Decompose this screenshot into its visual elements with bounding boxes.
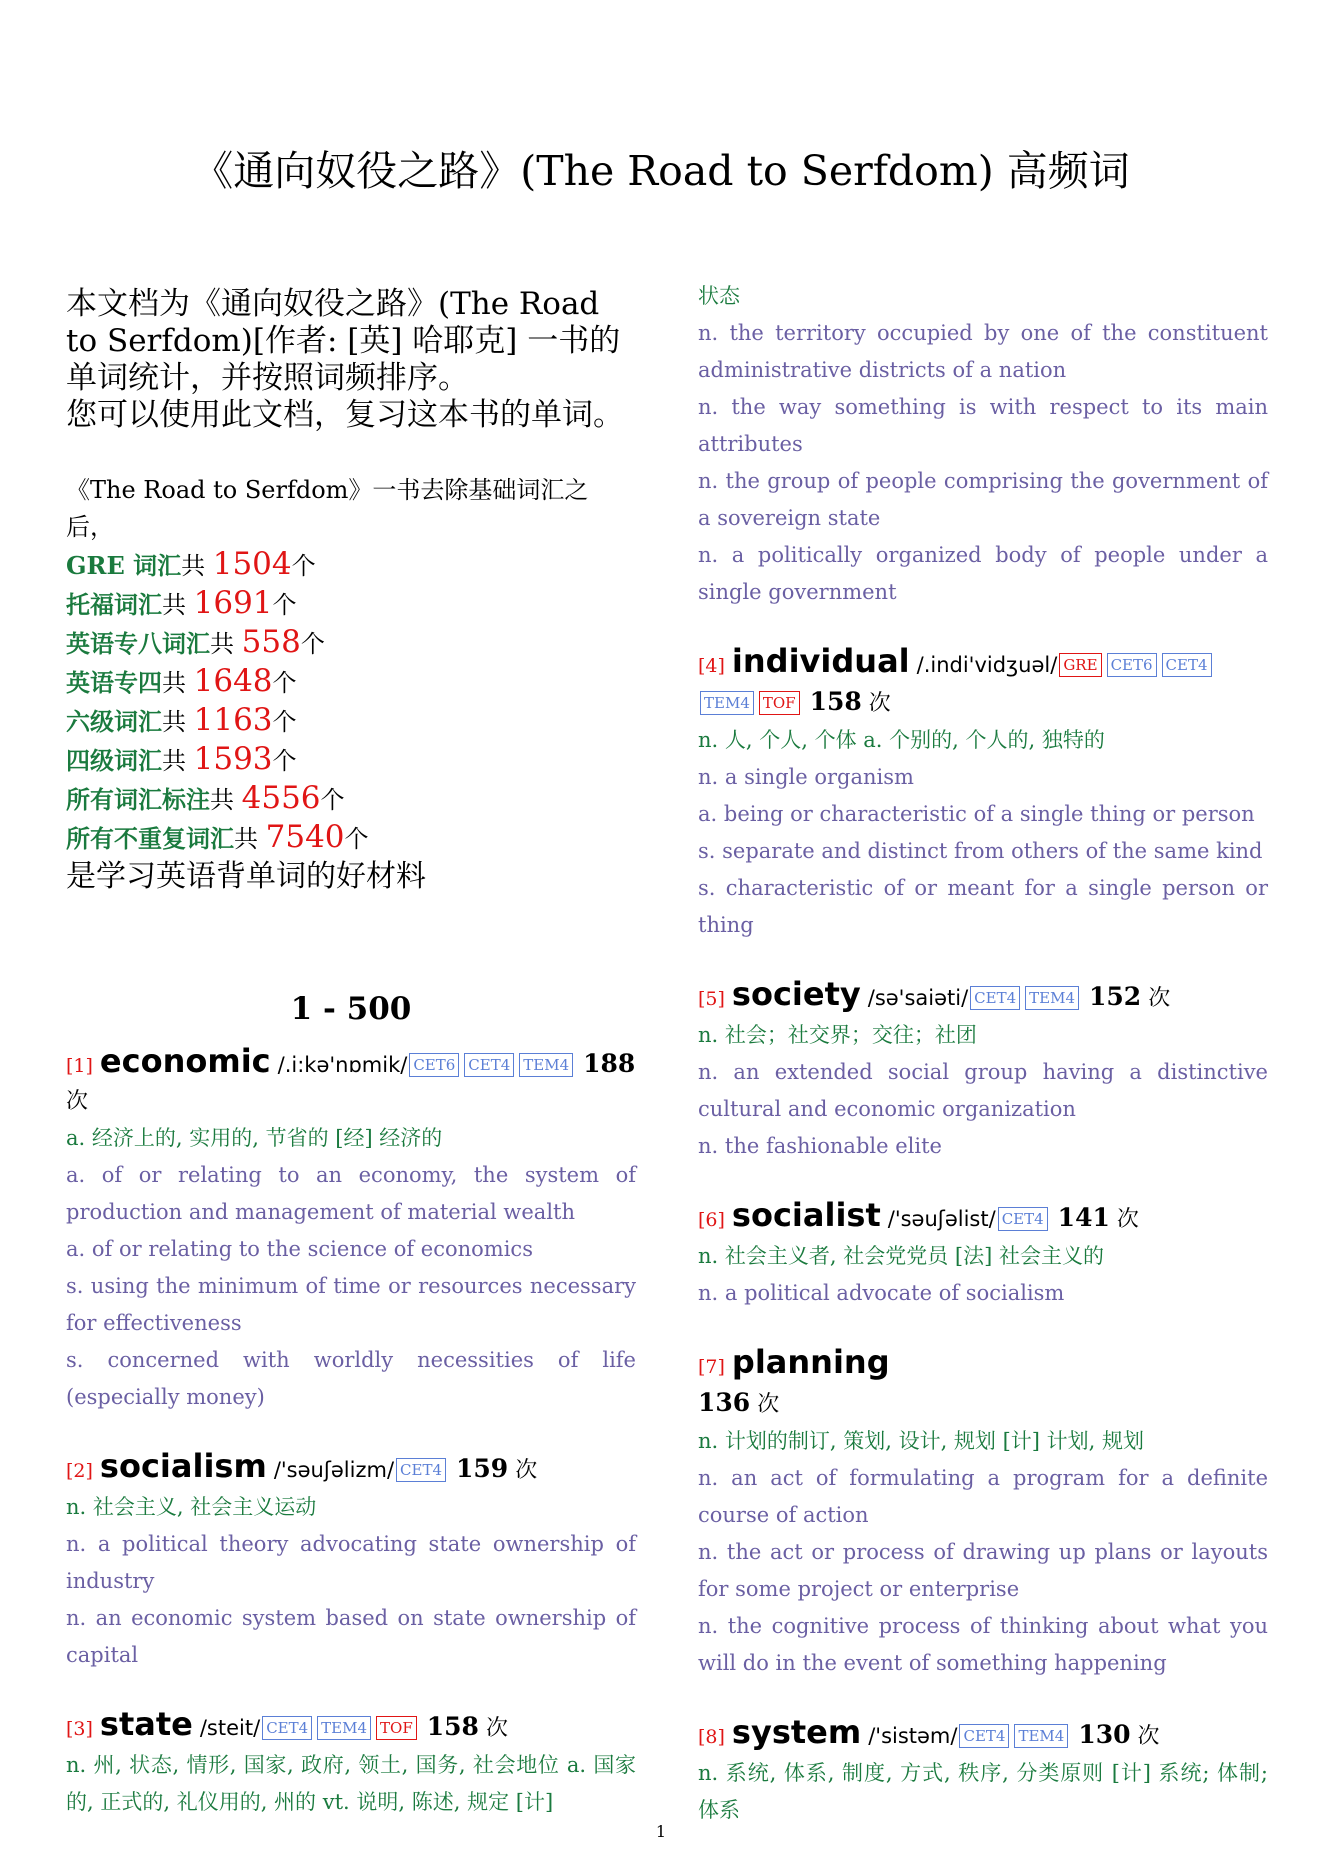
page-number: 1 — [655, 1822, 667, 1841]
entry-head — [698, 643, 1268, 722]
stat-mid: 共 — [162, 747, 194, 775]
word-entry — [698, 1344, 1268, 1682]
definition-en: s. characteristic of or meant for a single person or thing — [698, 876, 1268, 937]
stat-line — [66, 546, 636, 585]
stat-label: 四级词汇 — [66, 746, 162, 775]
entry-index: [1] — [66, 1055, 93, 1077]
definition-zh: a. 经济上的, 实用的, 节省的 [经] 经济的 — [66, 1126, 443, 1150]
headword: planning — [731, 1343, 890, 1381]
word-entry — [66, 1043, 636, 1416]
level-tag: TEM4 — [700, 691, 754, 715]
stat-unit: 个 — [272, 669, 297, 697]
definition-en: n. a single organism — [698, 765, 914, 789]
stat-label: 英语专四 — [66, 668, 162, 697]
headword: state — [99, 1705, 193, 1743]
stat-count: 558 — [241, 624, 301, 660]
entry-head — [698, 1197, 1268, 1238]
definition-en: n. the territory occupied by one of the constituent administrative districts of a nation — [698, 321, 1268, 382]
stats-heading: 《The Road to Serfdom》一书去除基础词汇之后， — [66, 476, 589, 541]
definition-zh: n. 社会主义者, 社会党党员 [法] 社会主义的 — [698, 1244, 1104, 1268]
frequency-unit: 次 — [757, 1392, 780, 1417]
left-column — [66, 286, 636, 1853]
level-tag: CET6 — [409, 1053, 459, 1077]
stat-count: 1691 — [193, 585, 273, 621]
stats-block — [66, 472, 636, 895]
stat-unit: 个 — [320, 786, 345, 814]
entries-left — [66, 1043, 636, 1821]
definition-en: s. separate and distinct from others of the same kind — [698, 839, 1263, 863]
phonetic: /.indi'vidʒuəl/ — [916, 653, 1058, 677]
page-title: 《通向奴役之路》(The Road to Serfdom) 高频词 — [192, 147, 1130, 195]
phonetic: /'səuʃəlizm/ — [273, 1458, 395, 1482]
stats-list — [66, 546, 636, 858]
stat-label: 托福词汇 — [66, 590, 162, 619]
stat-label: 六级词汇 — [66, 707, 162, 736]
entry-index: [3] — [66, 1718, 93, 1740]
stat-label: 所有不重复词汇 — [66, 824, 234, 853]
stat-count: 1648 — [193, 663, 273, 699]
level-tag: GRE — [1059, 653, 1101, 677]
headword: socialism — [99, 1447, 267, 1485]
frequency-unit: 次 — [515, 1458, 538, 1483]
level-tag: CET4 — [1162, 653, 1212, 677]
stat-label: GRE 词汇 — [66, 551, 182, 580]
entry-head — [698, 1714, 1268, 1755]
frequency-count: 130 — [1078, 1720, 1131, 1749]
stat-line — [66, 741, 636, 780]
stat-mid: 共 — [234, 825, 266, 853]
stat-count: 1504 — [212, 546, 292, 582]
definition-en: n. an act of formulating a program for a definite course of action — [698, 1466, 1268, 1527]
stat-unit: 个 — [272, 747, 297, 775]
entry-head — [698, 1344, 1268, 1423]
level-tag: TOF — [376, 1716, 417, 1740]
intro — [66, 286, 636, 434]
stat-count: 1593 — [193, 741, 273, 777]
word-entry — [698, 643, 1268, 944]
frequency-count: 188 — [583, 1049, 636, 1078]
level-tag: TOF — [759, 691, 800, 715]
entry-index: [7] — [698, 1356, 725, 1378]
entry-index: [6] — [698, 1209, 725, 1231]
phonetic: /sə'saiəti/ — [867, 986, 969, 1010]
headword: economic — [99, 1042, 271, 1080]
stat-line — [66, 663, 636, 702]
entry-index: [2] — [66, 1460, 93, 1482]
definition-en: n. the fashionable elite — [698, 1134, 942, 1158]
headword: socialist — [731, 1196, 881, 1234]
word-entry — [66, 1706, 636, 1821]
level-tag: CET4 — [262, 1716, 312, 1740]
definition-en: n. the cognitive process of thinking about what you will do in the event of something happening — [698, 1614, 1268, 1675]
frequency-unit: 次 — [1137, 1724, 1160, 1749]
definition-zh: n. 社会；社交界；交往；社团 — [698, 1023, 977, 1047]
stat-unit: 个 — [272, 591, 297, 619]
frequency-unit: 次 — [66, 1089, 89, 1114]
definition-zh: n. 人, 个人, 个体 a. 个别的, 个人的, 独特的 — [698, 728, 1105, 752]
stat-count: 4556 — [241, 780, 321, 816]
entry-head — [66, 1706, 636, 1747]
definition-en: n. a political theory advocating state ownership of industry — [66, 1532, 636, 1593]
stat-mid: 共 — [162, 708, 194, 736]
word-entry — [66, 1448, 636, 1674]
entry-continuation — [698, 278, 1268, 611]
level-tag: TEM4 — [1025, 986, 1079, 1010]
entry-head — [66, 1448, 636, 1489]
headword: society — [731, 975, 861, 1013]
level-tag: CET4 — [396, 1458, 446, 1482]
frequency-count: 152 — [1089, 982, 1142, 1011]
definition-en: a. being or characteristic of a single thing or person — [698, 802, 1255, 826]
frequency-unit: 次 — [1116, 1207, 1139, 1232]
phonetic: /'səuʃəlist/ — [887, 1207, 996, 1231]
level-tag: CET4 — [959, 1724, 1009, 1748]
stat-line — [66, 702, 636, 741]
stat-line — [66, 585, 636, 624]
word-entry — [698, 1197, 1268, 1312]
definition-en: s. using the minimum of time or resources necessary for effectiveness — [66, 1274, 636, 1335]
level-tag: TEM4 — [317, 1716, 371, 1740]
definition-en: n. the way something is with respect to its main attributes — [698, 395, 1268, 456]
frequency-unit: 次 — [1148, 986, 1171, 1011]
stat-line — [66, 624, 636, 663]
definition-en: n. the act or process of drawing up plans or layouts for some project or enterprise — [698, 1540, 1268, 1601]
definition-zh: 状态 — [698, 284, 740, 308]
phonetic: /.i:kə'nɒmik/ — [277, 1053, 408, 1077]
frequency-unit: 次 — [868, 691, 891, 716]
definition-en: n. an economic system based on state ownership of capital — [66, 1606, 636, 1667]
stat-line — [66, 780, 636, 819]
entries-right — [698, 278, 1268, 1829]
definition-zh: n. 社会主义, 社会主义运动 — [66, 1495, 317, 1519]
intro-paragraph: 本文档为《通向奴役之路》(The Road to Serfdom)[作者: [英] 哈耶克] 一书的单词统计，并按照词频排序。 — [66, 286, 621, 396]
stat-mid: 共 — [162, 669, 194, 697]
stat-unit: 个 — [291, 552, 316, 580]
stat-label: 所有词汇标注 — [66, 785, 210, 814]
definition-zh: n. 州, 状态, 情形, 国家, 政府, 领土, 国务, 社会地位 a. 国家的, 正式的, 礼仪用的, 州的 vt. 说明, 陈述, 规定 [计] — [66, 1753, 636, 1814]
headword: individual — [731, 642, 910, 680]
definition-en: s. concerned with worldly necessities of life (especially money) — [66, 1348, 636, 1409]
frequency-count: 136 — [698, 1388, 751, 1417]
level-tag: CET6 — [1107, 653, 1157, 677]
level-tag: TEM4 — [1014, 1724, 1068, 1748]
stat-label: 英语专八词汇 — [66, 629, 210, 658]
stat-unit: 个 — [272, 708, 297, 736]
definition-zh: n. 计划的制订, 策划, 设计, 规划 [计] 计划, 规划 — [698, 1429, 1145, 1453]
level-tag: TEM4 — [519, 1053, 573, 1077]
definition-en: a. of or relating to an economy, the system of production and management of material wealth — [66, 1163, 636, 1224]
entry-head — [66, 1043, 636, 1120]
stat-count: 1163 — [193, 702, 273, 738]
frequency-unit: 次 — [485, 1716, 508, 1741]
definition-en: n. an extended social group having a distinctive cultural and economic organization — [698, 1060, 1268, 1121]
entry-index: [4] — [698, 655, 725, 677]
stat-unit: 个 — [300, 630, 325, 658]
stat-line — [66, 819, 636, 858]
stat-mid: 共 — [162, 591, 194, 619]
stats-footer: 是学习英语背单词的好材料 — [66, 859, 426, 894]
level-tag: CET4 — [998, 1207, 1048, 1231]
level-tag: CET4 — [464, 1053, 514, 1077]
word-entry — [698, 1714, 1268, 1829]
frequency-count: 141 — [1057, 1203, 1110, 1232]
frequency-count: 158 — [426, 1712, 479, 1741]
headword: system — [731, 1713, 862, 1751]
frequency-count: 158 — [809, 687, 862, 716]
entry-index: [5] — [698, 988, 725, 1010]
right-column — [698, 286, 1268, 1861]
definition-en: a. of or relating to the science of economics — [66, 1237, 533, 1261]
definition-en: n. the group of people comprising the government of a sovereign state — [698, 469, 1268, 530]
word-entry — [698, 976, 1268, 1165]
stat-count: 7540 — [265, 819, 345, 855]
section-title: 1 - 500 — [290, 991, 412, 1027]
phonetic: /'sistəm/ — [868, 1724, 958, 1748]
entry-index: [8] — [698, 1726, 725, 1748]
stat-mid: 共 — [210, 786, 242, 814]
entry-head — [698, 976, 1268, 1017]
level-tag: CET4 — [970, 986, 1020, 1010]
frequency-count: 159 — [456, 1454, 509, 1483]
intro-paragraph: 您可以使用此文档，复习这本书的单词。 — [66, 397, 624, 433]
stat-unit: 个 — [344, 825, 369, 853]
phonetic: /steit/ — [199, 1716, 261, 1740]
definition-en: n. a politically organized body of people under a single government — [698, 543, 1268, 604]
definition-en: n. a political advocate of socialism — [698, 1281, 1065, 1305]
stat-mid: 共 — [181, 552, 213, 580]
definition-zh: n. 系统, 体系, 制度, 方式, 秩序, 分类原则 [计] 系统; 体制; 体系 — [698, 1761, 1268, 1822]
stat-mid: 共 — [210, 630, 242, 658]
